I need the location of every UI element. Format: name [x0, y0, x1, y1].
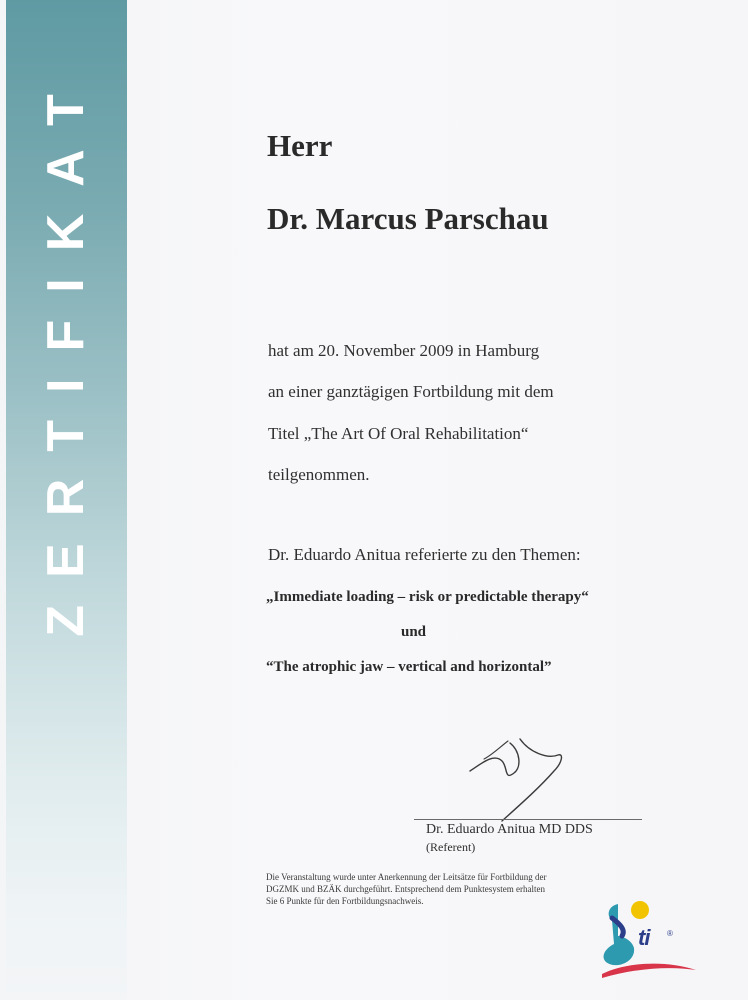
- signer-role: (Referent): [426, 840, 476, 854]
- footnote-line-3: Sie 6 Punkte für den Fortbildungsnachweis.: [266, 896, 424, 906]
- salutation: Herr: [267, 128, 333, 163]
- body-line-1: hat am 20. November 2009 in Hamburg: [268, 341, 540, 360]
- footnote-line-2: DGZMK und BZÄK durchgeführt. Entsprechend dem Punktesystem erhalten: [266, 884, 545, 894]
- body-line-2: an einer ganztägigen Fortbildung mit dem: [268, 382, 554, 401]
- topic-1: „Immediate loading – risk or predictable therapy“: [266, 589, 589, 605]
- body-line-3: Titel „The Art Of Oral Rehabilitation“: [268, 424, 529, 443]
- logo-wordmark: ti: [638, 925, 650, 950]
- topic-2: “The atrophic jaw – vertical and horizontal”: [266, 659, 552, 675]
- body-line-4: teilgenommen.: [268, 465, 370, 484]
- signer-name: Dr. Eduardo Anitua MD DDS: [426, 822, 593, 837]
- footnote-line-1: Die Veranstaltung wurde unter Anerkennung der Leitsätze für Fortbildung der: [266, 872, 547, 882]
- certificate-title: ZERTIFIKAT: [37, 67, 95, 637]
- handwritten-signature-icon: [462, 733, 572, 823]
- signature-line: [414, 819, 642, 820]
- logo-registered-mark: ®: [667, 929, 673, 938]
- speaker-intro: Dr. Eduardo Anitua referierte zu den Themen:: [268, 545, 581, 564]
- topic-connector: und: [401, 624, 427, 640]
- recipient-name: Dr. Marcus Parschau: [267, 201, 549, 236]
